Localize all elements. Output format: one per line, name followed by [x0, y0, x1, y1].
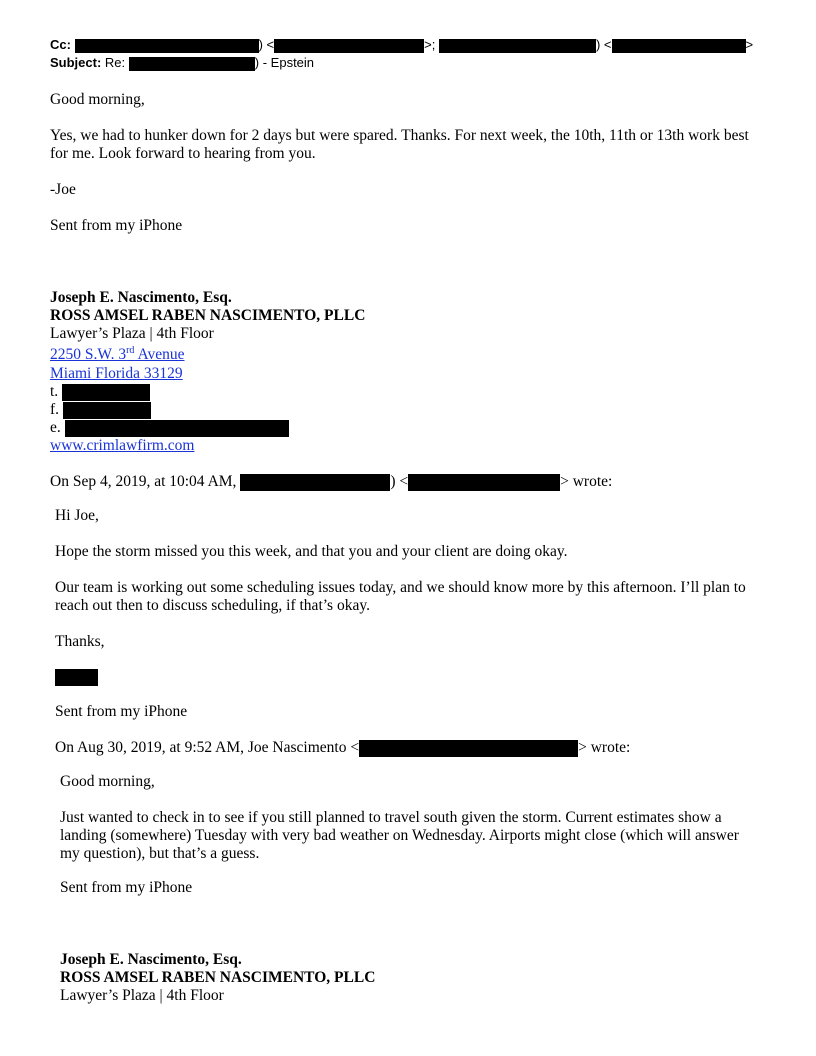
cc-separator: ) < — [595, 37, 612, 52]
cc-line — [50, 37, 753, 53]
redaction-box — [55, 669, 98, 686]
redaction-box — [274, 39, 424, 53]
quote1-thanks: Thanks, — [55, 633, 105, 650]
redaction-box — [62, 384, 150, 401]
signature-firm: ROSS AMSEL RABEN NASCIMENTO, PLLC — [50, 307, 366, 324]
quote2-header — [55, 739, 630, 757]
reply-greeting: Good morning, — [50, 91, 145, 108]
signature-fax — [50, 401, 151, 419]
quote1-date: On Sep 4, 2019, at 10:04 AM, — [50, 473, 237, 490]
reply-sent-from: Sent from my iPhone — [50, 217, 183, 234]
website-text: www.crimlawfirm.com — [50, 437, 195, 454]
quote1-sent-from: Sent from my iPhone — [55, 703, 188, 720]
redaction-box — [439, 39, 596, 53]
redaction-box — [408, 474, 560, 491]
email-label: e. — [50, 419, 61, 436]
subject-line — [50, 55, 314, 71]
city-text: Miami Florida 33129 — [50, 365, 183, 382]
cc-separator: >; — [424, 37, 436, 52]
redaction-box — [65, 420, 289, 437]
quote1-separator: ) < — [390, 473, 409, 490]
quote2-date: On Aug 30, 2019, at 9:52 AM, Joe Nascimento < — [55, 739, 360, 756]
redaction-box — [240, 474, 390, 491]
signature-address-link[interactable] — [50, 346, 185, 364]
redaction-box — [63, 402, 151, 419]
phone-label: t. — [50, 383, 59, 400]
signature2-firm: ROSS AMSEL RABEN NASCIMENTO, PLLC — [60, 969, 376, 986]
redaction-box — [75, 39, 259, 53]
quote2-sent-from: Sent from my iPhone — [60, 879, 193, 896]
signature-city-link[interactable] — [50, 365, 183, 383]
signature2-plaza: Lawyer’s Plaza | 4th Floor — [60, 987, 224, 1004]
redaction-box — [612, 39, 746, 53]
quote2-greeting: Good morning, — [60, 773, 155, 790]
quote2-body: Just wanted to check in to see if you still planned to travel south given the storm. Current estimates show a landing (somewhere) Tuesday with very bad weather on Wednesday. Airports might close (which will answer my question), but that’s a guess. — [60, 809, 739, 862]
subject-suffix: ) - Epstein — [254, 55, 315, 70]
cc-separator: ) < — [258, 37, 275, 52]
address-street: 2250 S.W. 3 — [50, 346, 127, 363]
signature-email — [50, 419, 289, 437]
quote1-para2: Our team is working out some scheduling issues today, and we should know more by this afternoon. I’ll plan to reach out then to discuss scheduling, if that’s okay. — [55, 579, 746, 614]
signature2-name: Joseph E. Nascimento, Esq. — [60, 951, 242, 968]
signature-phone — [50, 383, 150, 401]
cc-label: Cc: — [50, 37, 71, 52]
subject-prefix: Re: — [104, 55, 126, 70]
reply-signoff: -Joe — [50, 181, 76, 198]
address-avenue: Avenue — [134, 346, 185, 363]
quote1-header — [50, 473, 612, 491]
signature-plaza: Lawyer’s Plaza | 4th Floor — [50, 325, 214, 342]
address-ordinal: rd — [126, 344, 135, 356]
fax-label: f. — [50, 401, 60, 418]
signature-website-link[interactable] — [50, 437, 194, 455]
quote1-para1: Hope the storm missed you this week, and that you and your client are doing okay. — [55, 543, 568, 560]
subject-label: Subject: — [50, 55, 102, 70]
redaction-box — [129, 57, 255, 71]
quote1-wrote: > wrote: — [560, 473, 613, 490]
cc-separator: > — [745, 37, 754, 52]
quote1-greeting: Hi Joe, — [55, 507, 99, 524]
redaction-box — [359, 740, 578, 757]
signature-name: Joseph E. Nascimento, Esq. — [50, 289, 232, 306]
reply-body: Yes, we had to hunker down for 2 days but were spared. Thanks. For next week, the 10th, 11th or 13th work best for me. Look forward to hearing from you. — [50, 127, 749, 162]
quote2-wrote: > wrote: — [578, 739, 631, 756]
